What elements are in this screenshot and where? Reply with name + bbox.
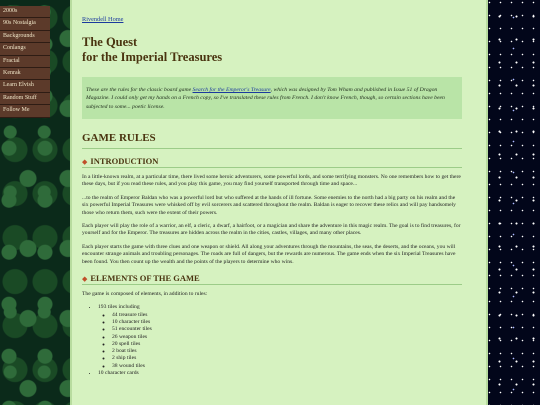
intro-paragraph-2: ...to the realm of Emperor Baldan who was a powerful lord but who suffered at the hands of ill fortune. Some enemies to the north had a big party on his realm and the six powerful Imperial Treasures were whisked off by evil sorcerers and scattered throughout the realm. Baldan is eager to recover these relics and will pay handsomely those who return them, such were the extent of their powers. [82, 194, 456, 216]
game-link[interactable]: Search for the Emperor's Treasure [192, 87, 271, 93]
intro-paragraph-1: In a little-known realm, at a particular time, there lived some heroic adventurers, some powerful lords, and some terrifying monsters. No one remembers how to get there these days, but if you read these rules, and you play this game, you may find yourself transported through time and space... [82, 173, 461, 188]
intro-paragraph-4: Each player starts the game with three clues and one weapon or shield. All along your adventures through the mountains, the seas, the deserts, and the oceans, you will encounter strange animals and troubling personages. The roads are full of dangers, but the rewards are numerous. The game ends when the six Imperial Treasures have been found. You then count up the wealth and the points of the players to determine who wins. [82, 243, 456, 265]
list-item: ◦ 51 encounter tiles [112, 326, 462, 333]
intro-text-before: These are the rules for the classic board game [86, 87, 193, 93]
elements-list [82, 304, 462, 377]
starfield-background [488, 0, 540, 405]
section-elements-heading [82, 273, 462, 285]
diamond-icon: ◆ [82, 274, 88, 283]
tiles-label: 193 tiles including [98, 304, 140, 311]
home-link[interactable]: Rivendell Home [82, 16, 124, 23]
nav-item-backgrounds[interactable]: Backgrounds [0, 31, 50, 43]
nav-item-learn-elvish[interactable]: Learn Elvish [0, 80, 50, 92]
list-item: ◦ 20 spell tiles [112, 341, 462, 348]
main-column [70, 0, 488, 405]
nav-item-2000s[interactable]: 2000s [0, 6, 50, 18]
nav-item-random-stuff[interactable]: Random Stuff [0, 93, 50, 105]
intro-paragraph-3: Each player will play the role of a warrior, an elf, a cleric, a dwarf, a hairfoot, or a magician and share the adventure in this magic realm. The goal is to find treasures, for yourself and for the Emperor. The treasures are hidden across the realm in the cities, castles, villages, and many other places. [82, 222, 461, 237]
list-item: ◦ 2 ship tiles [112, 355, 462, 362]
list-item: ◦ 44 treasure tiles [112, 312, 462, 319]
page-content [82, 8, 462, 377]
elements-paragraph: The game is composed of elements, in addition to rules: [82, 290, 208, 297]
diamond-icon: ◆ [82, 157, 88, 166]
rules-heading: GAME RULES [82, 132, 462, 149]
list-item: ◦ 2 boat tiles [112, 348, 462, 355]
section-introduction-heading [82, 156, 462, 168]
intro-text-after: , which was designed by Tom Wham and published in Issue 51 of Dragon Magazine. I could only get my hands on a French copy, so I've translated these rules from French. I don't know French, though, so certain sections have been subjected to some... poetic license. [86, 87, 445, 110]
title-line-2: for the Imperial Treasures [82, 50, 223, 64]
nav-item-90s-nostalgia[interactable]: 90s Nostalgia [0, 18, 50, 30]
title-line-1: The Quest [82, 35, 138, 49]
nav-item-kenrak[interactable]: Kenrak [0, 68, 50, 80]
list-item [98, 304, 462, 370]
list-item: ◦ 26 weapon tiles [112, 334, 462, 341]
nav-item-follow-me[interactable]: Follow Me [0, 105, 50, 117]
nav-item-conlangs[interactable]: Conlangs [0, 43, 50, 55]
site-nav [0, 6, 50, 118]
list-item: ◦ 38 wound tiles [112, 363, 462, 370]
tiles-sublist [98, 312, 462, 370]
intro-note [82, 77, 462, 119]
list-item: ◦ 10 character tiles [112, 319, 462, 326]
page-title [82, 35, 462, 65]
list-item: • 10 character cards [98, 370, 462, 377]
section-title: INTRODUCTION [90, 155, 159, 166]
section-title: ELEMENTS OF THE GAME [90, 272, 200, 283]
nav-item-fractal[interactable]: Fractal [0, 56, 50, 68]
